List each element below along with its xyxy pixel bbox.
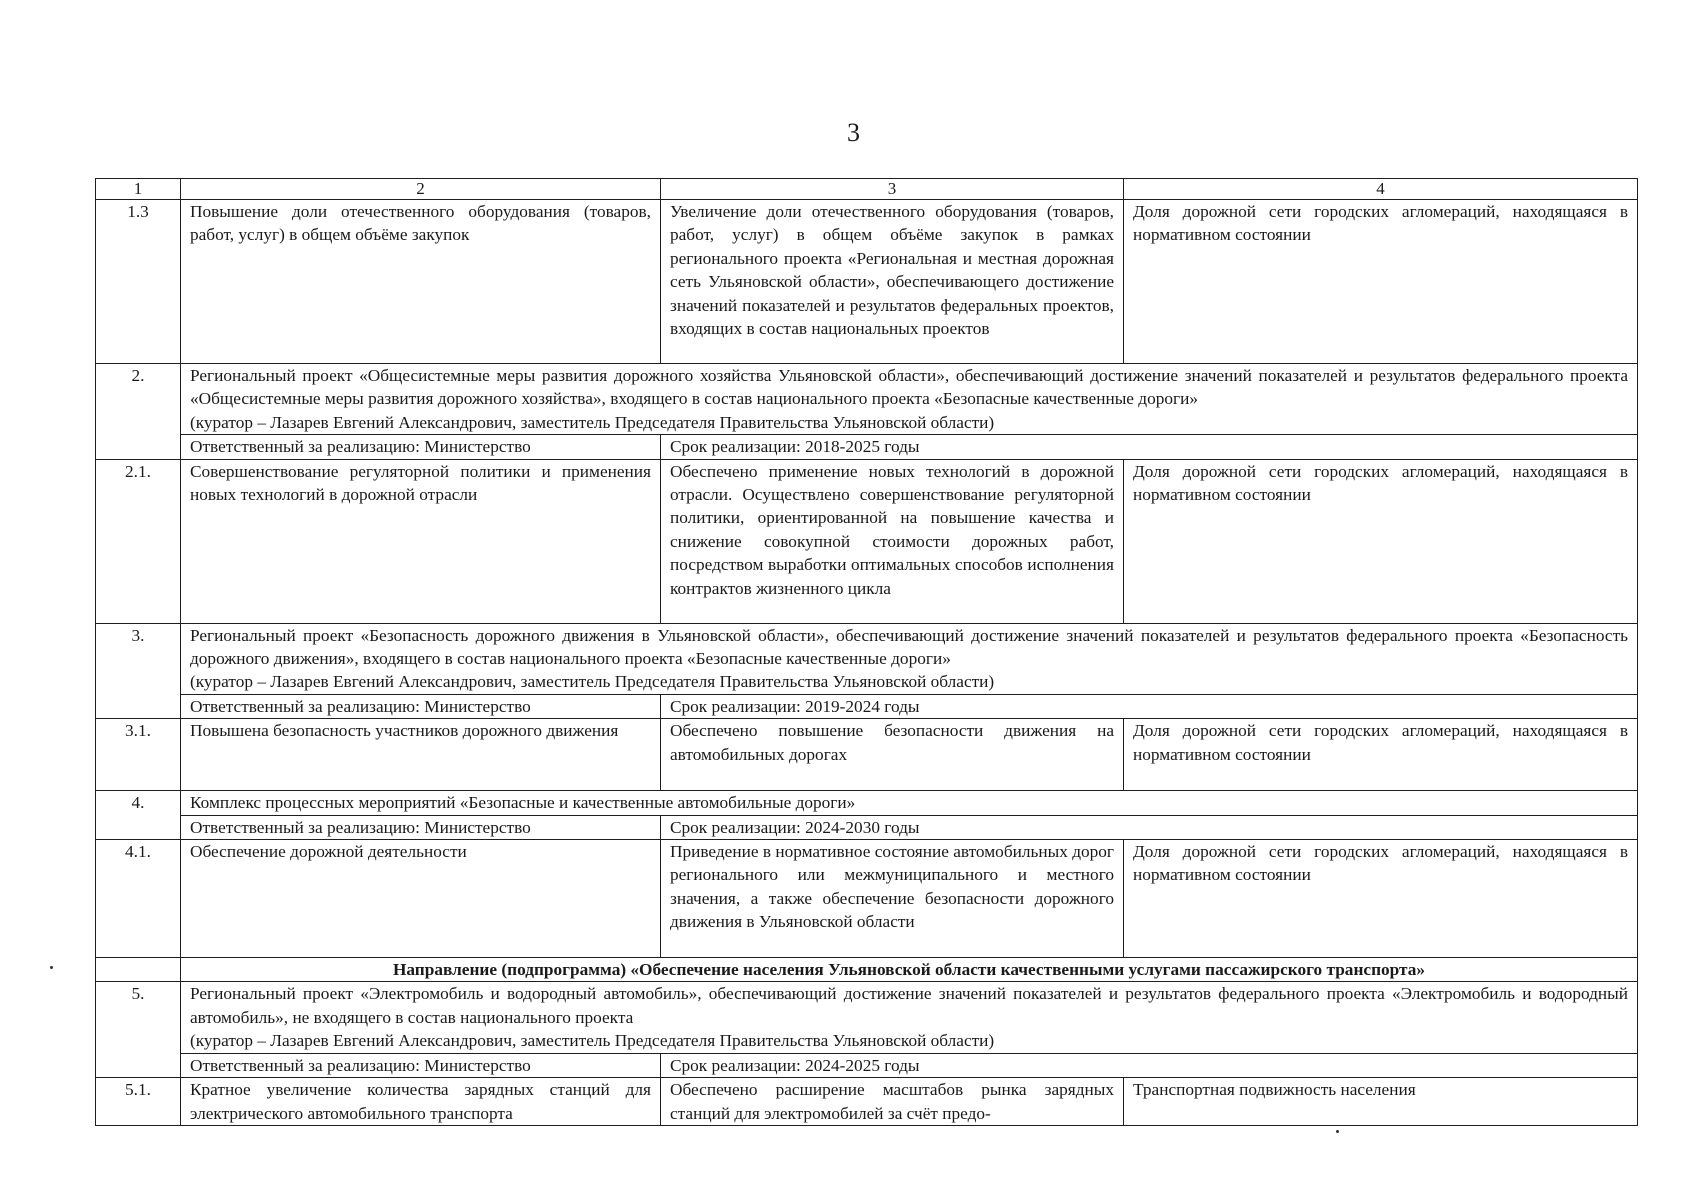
- header-col-2: 2: [181, 179, 661, 200]
- responsible-cell: Ответственный за реализацию: Министерство: [181, 815, 661, 839]
- row-number: 3.1.: [96, 719, 181, 791]
- task-cell: Повышение доли отечественного оборудования (товаров, работ, услуг) в общем объёме закупок: [181, 200, 661, 364]
- complex-title: Комплекс процессных мероприятий «Безопасные и качественные автомобильные дороги»: [181, 791, 1638, 815]
- direction-number-cell: [96, 958, 181, 982]
- responsible-row: [96, 694, 1638, 718]
- result-cell: Обеспечено расширение масштабов рынка зарядных станций для электромобилей за счёт предо-: [661, 1078, 1124, 1126]
- term-cell: Срок реализации: 2024-2025 годы: [661, 1053, 1638, 1077]
- table-row: [96, 459, 1638, 623]
- header-col-3: 3: [661, 179, 1124, 200]
- task-cell: Совершенствование регуляторной политики и применения новых технологий в дорожной отрасли: [181, 459, 661, 623]
- row-number: 5.1.: [96, 1078, 181, 1126]
- indicator-cell: Доля дорожной сети городских агломераций, находящаяся в нормативном состоянии: [1124, 200, 1638, 364]
- project-title: Региональный проект «Электромобиль и водородный автомобиль», обеспечивающий достижение значений показателей и результатов федерального проекта «Электромобиль и водородный автомобиль», не входящего в состав национального проекта: [190, 984, 1628, 1027]
- row-number: 4.1.: [96, 840, 181, 958]
- task-cell: Кратное увеличение количества зарядных станций для электрического автомобильного транспорта: [181, 1078, 661, 1126]
- result-cell: Увеличение доли отечественного оборудования (товаров, работ, услуг) в общем объёме закупок в рамках регионального проекта «Региональная и местная дорожная сеть Ульяновской области», обеспечивающего достижение значений показателей и результатов федеральных проектов, входящих в состав национальных проектов: [661, 200, 1124, 364]
- responsible-row: [96, 1053, 1638, 1077]
- project-row: [96, 982, 1638, 1053]
- row-number: 2.1.: [96, 459, 181, 623]
- direction-title: Направление (подпрограмма) «Обеспечение населения Ульяновской области качественными услугами пассажирского транспорта»: [181, 958, 1638, 982]
- direction-row: [96, 958, 1638, 982]
- indicator-cell: Доля дорожной сети городских агломераций, находящаяся в нормативном состоянии: [1124, 459, 1638, 623]
- table-row: [96, 840, 1638, 958]
- indicator-cell: Доля дорожной сети городских агломераций, находящаяся в нормативном состоянии: [1124, 719, 1638, 791]
- responsible-cell: Ответственный за реализацию: Министерство: [181, 435, 661, 459]
- header-col-1: 1: [96, 179, 181, 200]
- result-cell: Обеспечено повышение безопасности движения на автомобильных дорогах: [661, 719, 1124, 791]
- project-curator: (куратор – Лазарев Евгений Александрович, заместитель Председателя Правительства Ульяновской области): [190, 1031, 995, 1051]
- table-row: [96, 200, 1638, 364]
- project-title: Региональный проект «Безопасность дорожного движения в Ульяновской области», обеспечивающий достижение значений показателей и результатов федерального проекта «Безопасность дорожного движения», входящего в состав национального проекта «Безопасные качественные дороги»: [190, 625, 1628, 669]
- process-complex-row: [96, 791, 1638, 815]
- table-header-row: [96, 179, 1638, 200]
- scan-speck: [50, 966, 53, 969]
- page-number: 3: [847, 118, 860, 147]
- project-row: [96, 623, 1638, 694]
- project-cell: [181, 982, 1638, 1053]
- header-col-4: 4: [1124, 179, 1638, 200]
- term-cell: Срок реализации: 2019-2024 годы: [661, 694, 1638, 718]
- row-number: 2.: [96, 364, 181, 460]
- result-cell: Приведение в нормативное состояние автомобильных дорог регионального или межмуниципального и местного значения, а также обеспечение безопасности дорожного движения в Ульяновской области: [661, 840, 1124, 958]
- program-table: [95, 178, 1638, 1126]
- task-cell: Обеспечение дорожной деятельности: [181, 840, 661, 958]
- project-title: Региональный проект «Общесистемные меры развития дорожного хозяйства Ульяновской области», обеспечивающий достижение значений показателей и результатов федерального проекта «Общесистемные меры развития дорожного хозяйства», входящего в состав национального проекта «Безопасные качественные дороги»: [190, 366, 1628, 409]
- row-number: 5.: [96, 982, 181, 1078]
- project-curator: (куратор – Лазарев Евгений Александрович, заместитель Председателя Правительства Ульяновской области): [190, 672, 995, 692]
- project-row: [96, 364, 1638, 435]
- scan-speck: [1336, 1130, 1339, 1133]
- responsible-row: [96, 815, 1638, 839]
- term-cell: Срок реализации: 2018-2025 годы: [661, 435, 1638, 459]
- project-curator: (куратор – Лазарев Евгений Александрович, заместитель Председателя Правительства Ульяновской области): [190, 412, 995, 432]
- table-row: [96, 1078, 1638, 1126]
- indicator-cell: Доля дорожной сети городских агломераций, находящаяся в нормативном состоянии: [1124, 840, 1638, 958]
- row-number: 1.3: [96, 200, 181, 364]
- indicator-cell: Транспортная подвижность населения: [1124, 1078, 1638, 1126]
- row-number: 4.: [96, 791, 181, 840]
- result-cell: Обеспечено применение новых технологий в дорожной отрасли. Осуществлено совершенствование регуляторной политики, ориентированной на повышение качества и снижение совокупной стоимости дорожных работ, посредством выработки оптимальных способов исполнения контрактов жизненного цикла: [661, 459, 1124, 623]
- table-row: [96, 719, 1638, 791]
- responsible-cell: Ответственный за реализацию: Министерство: [181, 1053, 661, 1077]
- term-cell: Срок реализации: 2024-2030 годы: [661, 815, 1638, 839]
- project-cell: [181, 623, 1638, 694]
- project-cell: [181, 364, 1638, 435]
- task-cell: Повышена безопасность участников дорожного движения: [181, 719, 661, 791]
- responsible-cell: Ответственный за реализацию: Министерство: [181, 694, 661, 718]
- responsible-row: [96, 435, 1638, 459]
- row-number: 3.: [96, 623, 181, 719]
